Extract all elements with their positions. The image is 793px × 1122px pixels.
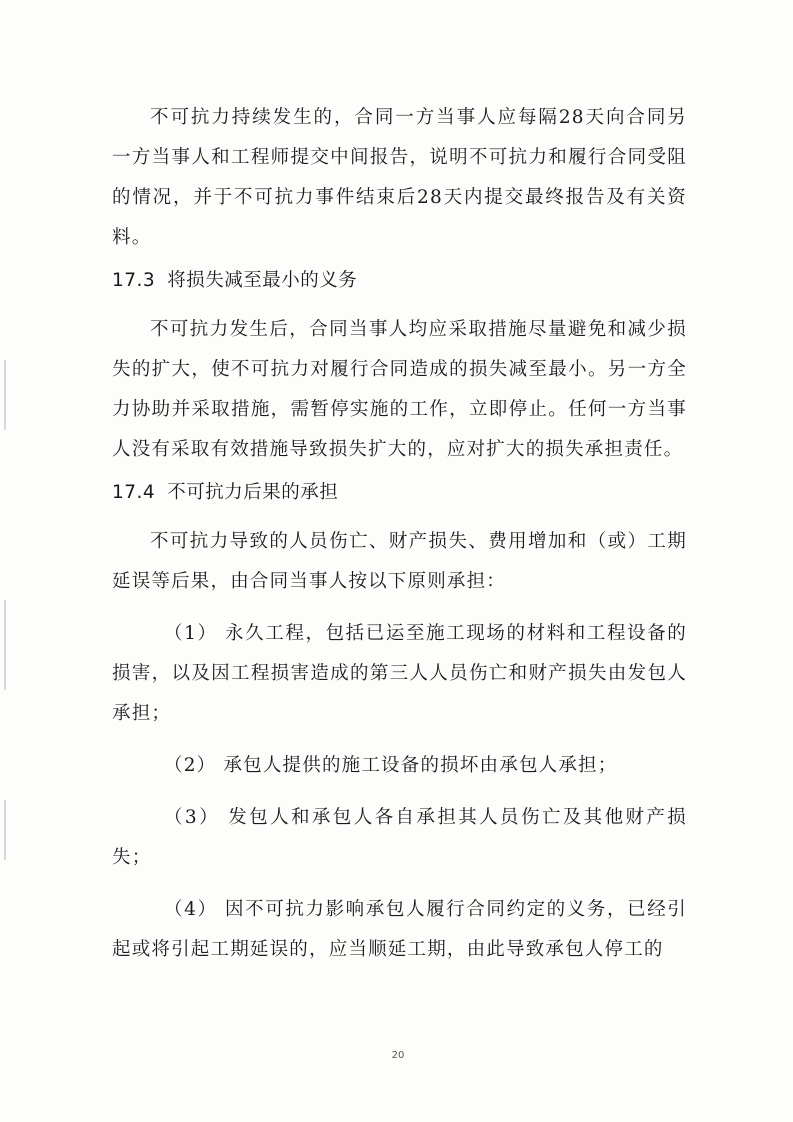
section-number: 17.4 [112, 482, 156, 503]
section-title: 不可抗力后果的承担 [167, 482, 339, 503]
document-body [112, 98, 687, 970]
section-heading-17-3 [112, 264, 687, 298]
section-title: 将损失减至最小的义务 [167, 270, 358, 291]
section-heading-17-4 [112, 476, 687, 510]
scan-artifact [4, 360, 6, 430]
list-item: （2） 承包人提供的施工设备的损坏由承包人承担； [164, 755, 618, 776]
page-number: 20 [391, 1050, 405, 1061]
paragraph-mitigation-duty: 不可抗力发生后，合同当事人均应采取措施尽量避免和减少损失的扩大，使不可抗力对履行合同造成的损失减至最小。另一方全力协助并采取措施，需暂停实施的工作，立即停止。任何一方当事人没有采取有效措施导致损失扩大的，应对扩大的损失承担责任。 [112, 319, 687, 460]
paragraph-consequences-intro: 不可抗力导致的人员伤亡、财产损失、费用增加和（或）工期延误等后果，由合同当事人按以下原则承担： [112, 531, 687, 592]
list-item: （3） 发包人和承包人各自承担其人员伤亡及其他财产损失； [112, 807, 687, 868]
scan-artifact [4, 600, 6, 690]
paragraph-force-majeure-reporting: 不可抗力持续发生的，合同一方当事人应每隔28天向合同另一方当事人和工程师提交中间报告，说明不可抗力和履行合同受阻的情况，并于不可抗力事件结束后28天内提交最终报告及有关资料。 [112, 107, 687, 248]
scan-artifact [4, 800, 6, 860]
list-item: （4） 因不可抗力影响承包人履行合同约定的义务，已经引起或将引起工期延误的，应当顺延工期，由此导致承包人停工的 [112, 899, 687, 960]
section-number: 17.3 [112, 270, 156, 291]
list-item: （1） 永久工程，包括已运至施工现场的材料和工程设备的损害，以及因工程损害造成的第三人人员伤亡和财产损失由发包人承担； [112, 623, 687, 724]
